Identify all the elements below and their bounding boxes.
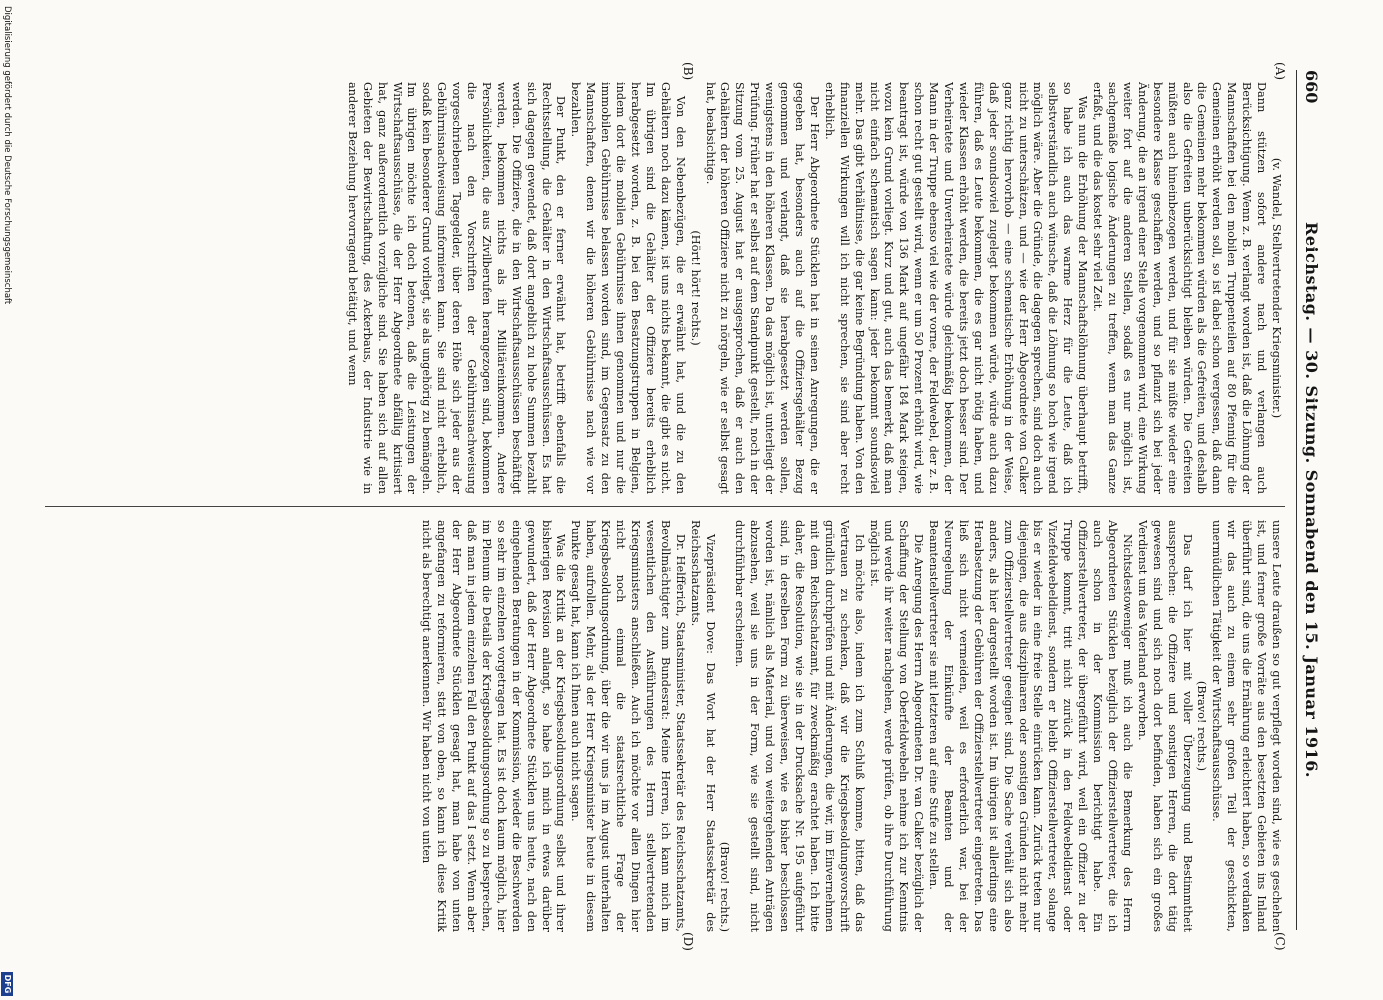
paragraph: Der Punkt, den er ferner erwähnt hat, betrifft ebenfalls die Rechtsstellung, die Gehälter in den Wirtschaftsausschüssen. Es hat sich dagegen gewendet, daß dort angeblich zu hohe Summen bezahlt werden. Die Offiziere, die in den Wirtschaftsausschüssen beschäftigt werden, bekommen nichts als ihr Militäreinkommen. Andere Persönlichkeiten, die aus Zivilberufen herangezogen sind, bekommen die nach den Vorschriften der Gebührnisnachweisung vorgeschriebenen Tagegelder, über deren Höhe sich jeder aus der Gebührnisnachweisung informieren kann. Sie sind nicht erheblich, sodaß kein besonderer Grund vorliegt, sie als ungehörig zu bemängeln. Im übrigen möchte ich doch betonen, daß die Leistungen der Wirtschaftsausschüsse, die der Herr Abgeordnete abfällig kritisiert hat, ganz außerordentlich vorzügliche sind. Sie haben sich auf allen Gebieten der Bewirtschaftung, des Ackerbaus, der Industrie wie in anderer Beziehung hervorragend betätigt, und wenn bbox=[345, 82, 568, 494]
paragraph: Von den Nebenbezügen, die er erwähnt hat, und die zu den Gehältern noch dazu kämen, ist uns nichts bekannt, die gibt es nicht. Im übrigen sind die Gehälter der Offiziere bereits erheblich herabgesetzt worden, z. B. bei den Besatzungstruppen in Belgien, indem dort die mobilen Gebührnisse ihnen genommen und nur die immobilen Gebührnisse belassen worden sind, im Gegensatz zu den Mannschaften, denen wir die höheren Gebührnisse nach wie vor bezahlen. bbox=[569, 82, 687, 494]
column-divider bbox=[45, 506, 1285, 507]
margin-mark-c: (C) bbox=[1273, 932, 1287, 951]
paragraph: Was nun die Erhöhung der Mannschaftslöhnung überhaupt betrifft, so habe ich auch das warme Herz für die Leute, daß ich selbstverständlich auch wünsche, daß die Löhnung so hoch wie irgend möglich wäre. Aber die Gründe, die dagegen sprechen, sind doch auch nicht zu unterschätzen, und — wie der Herr Abgeordnete von Calker ganz richtig hervorhob — eine schematische Erhöhung in der Weise, daß jeder soundsoviel zugelegt bekommen würde, würde auch dazu führen, daß es Leute bekommen, die es gar nicht nötig haben, und wieder Klassen erhöht werden, die bereits jetzt doch besser sind. Der Verheiratete und Unverheiratete würde gleichmäßig bekommen, der Mann in der Truppe ebenso viel wie der vorne, der Feldwebel, der z. B. schon recht gut gestellt wird, wenn er um 50 Prozent erhöht wird, wie beantragt ist, würde von 136 Mark auf ungefähr 184 Mark steigen, wozu kein Grund vorliegt. Kurz und gut, auch das bemerkt, daß man nicht einfach schematisch sagen kann: jeder bekommt soundsoviel mehr. Das gibt Verhältnisse, die gar keine Begründung haben. Von den finanziellen Wirkungen will ich nicht sprechen, sie sind aber recht erheblich. bbox=[822, 82, 1090, 494]
right-column bbox=[53, 520, 1283, 932]
margin-mark-b: (B) bbox=[681, 62, 695, 81]
left-column bbox=[53, 82, 1283, 494]
interjection: (Bravo! rechts.) bbox=[1195, 680, 1209, 772]
paragraph: Nichtsdestoweniger muß ich auch die Bemerkung des Herrn Abgeordneten Stücklen bezüglich der Offizierstellvertreter, die ich auch schon in der Kommission berichtigt habe. Ein Offizierstellvertreter, der übergeführt wird, weil ein Offizier zu der Truppe kommt, tritt nicht zurück in den Feldwebeldienst oder Vizefeldwebeldienst, sondern er bleibt Offizierstellvertreter, solange bis er wieder in eine freie Stelle einrücken kann. Zurück treten nur diejenigen, die aus disziplinaren oder sonstigen Gründen nicht mehr zum Offizierstellvertreter geeignet sind. Die Sache verhält sich also anders, als hier dargestellt worden ist. Im übrigen ist allerdings eine Herabsetzung der Gebühren der Offizierstellvertreter eingetreten. Das ließ sich nicht vermeiden, weil es erforderlich war, bei der Neuregelung der Einkünfte der Beamten und der Beamtenstellvertreter sie mit letzteren auf eine Stufe zu stellen. bbox=[927, 520, 1134, 932]
digitization-credit: Digitalisierung gefördert durch die Deutsche Forschungsgemeinschaft bbox=[2, 6, 12, 305]
dfg-logo: DFG bbox=[1, 972, 13, 996]
paragraph: Ich möchte also, indem ich zum Schluß komme, bitten, daß das Vertrauen zu schenken, daß wir die Kriegsbesoldungsvorschrift gründlich durchprüfen und mit Änderungen, die wir, im Einvernehmen mit dem Reichsschatzamt, für zweckmäßig erachtet haben. Ich bitte daher, die Resolution, wie sie in der Drucksache Nr. 195 aufgeführt sind, in derselben Form zu überweisen, wie es bisher beschlossen worden ist, nämlich als Material, und von weitergehenden Anträgen abzusehen, weil sie uns in der Form, wie sie gestellt sind, nicht durchführbar erscheinen. bbox=[733, 520, 866, 932]
paragraph: Dann stützen sofort andere nach und verlangen auch Berücksichtigung. Wenn z. B. verlangt worden ist, daß die Löhnung der Mannschaften bei den mobilen Truppenteilen auf 80 Pfennig für die Gemeinen erhöht werden soll, so ist dabei schon vergessen, daß dann die Gemeinen mehr bekommen würden als die Gefreiten, und deshalb also die Gefreiten unberücksichtigt bleiben würden. Die Gefreiten müßten auch hineinbezogen werden, und für sie müßte wieder eine besondere Klasse geschaffen werden, und so pflanzt sich bei jeder Änderung, die an irgend einer Stelle vorgenommen wird, eine Wirkung weiter fort auf die anderen Stellen, sodaß es nur möglich ist, sachgemäße logische Änderungen zu treffen, wenn man das Ganze erfaßt, und die das kostet sehr viel Zeit. bbox=[1091, 82, 1269, 494]
margin-mark-a: (A) bbox=[1273, 62, 1287, 81]
president-line: Vizepräsident Dove: Das Wort hat der Herr Staatssekretär des Reichsschatzamts. bbox=[688, 520, 717, 932]
interjection: (Bravo! rechts.) bbox=[718, 841, 732, 932]
page-title: Reichstag. — 30. Sitzung. Sonnabend den 15. Januar 1916. bbox=[1302, 222, 1321, 778]
paragraph: unsere Leute draußen so gut verpflegt worden sind, wie es geschehen ist, und ferner große Vorräte aus den besetzten Gebieten ins Inland überführt sind, die uns die Ernährung erleichtert haben, so verdanken wir das auch zu einem sehr großen Teil der geschickten, unermüdlichen Tätigkeit der Wirtschaftsausschüsse. bbox=[1210, 520, 1283, 932]
page-number: 660 bbox=[1302, 70, 1321, 104]
paragraph: Was die Kritik an der Kriegsbesoldungsordnung selbst und ihrer bisherigen Revision anlangt, so habe ich mich in etwas darüber gewundert, daß der Herr Abgeordnete Stücklen uns heute, nach den eingehenden Beratungen in der Kommission, wieder die Beschwerden so sehr im einzelnen vorgetragen hat. Es ist doch kaum möglich, hier im Plenum die Details der Kriegsbesoldungsordnung so zu besprechen, daß man in jedem einzelnen Fall den Punkt auf das I setzt. Wenn aber der Herr Abgeordnete Stücklen gesagt hat, man habe von unten angefangen zu reformieren, statt von oben, so kann ich diese Kritik nicht als berechtigt anerkennen. Wir haben nicht von unten bbox=[420, 520, 568, 932]
speaker-line: (v. Wandel, Stellvertretender Kriegsminister.) bbox=[1270, 157, 1283, 419]
speaker-paragraph: Dr. Helfferich, Staatsminister, Staatssekretär des Reichsschatzamts, Bevollmächtigter zum Bundesrat: Meine Herren, ich kann mich im wesentlichen den Ausführungen des Herrn stellvertretenden Kriegsministers anschließen. Auch ich möchte vor allen Dingen hier nicht noch einmal die staatsrechtliche Frage der Kriegsbesoldungsordnung, über die wir uns ja im August unterhalten haben, aufrollen. Mehr, als der Herr Kriegsminister heute in diesem Punkte gesagt hat, kann ich Ihnen auch nicht sagen. bbox=[569, 520, 687, 932]
paragraph: Die Anregung des Herrn Abgeordneten Dr. van Calker bezüglich der Schaffung der Stellung von Oberfeldwebeln nehme ich zur Kenntnis und werde ihr weiter nachgehen, werde prüfen, ob ihre Durchführung möglich ist. bbox=[867, 520, 926, 932]
margin-mark-d: (D) bbox=[681, 932, 695, 951]
header-rule bbox=[1296, 70, 1297, 930]
running-head bbox=[1297, 70, 1321, 930]
interjection: (Hört! hört! rechts.) bbox=[688, 230, 702, 346]
footer bbox=[0, 0, 13, 1000]
paragraph: Das darf ich hier mit voller Überzeugung und Bestimmtheit aussprechen: die Offiziere und sonstigen Herren, die dort tätig gewesen sind und sich noch dort befinden, haben sich ein großes Verdienst um das Vaterland erworben. bbox=[1135, 520, 1194, 932]
paragraph: Der Herr Abgeordnete Stücklen hat in seinen Anregungen, die er gegeben hat, besonders auch auf die Offiziersgehälter Bezug genommen und verlangt, daß sie herabgesetzt werden sollen, wenigstens in den höheren Klassen. Da das möglich ist, unterliegt der Prüfung. Früher hat er selbst auf dem Standpunkt gestellt, noch in der Sitzung vom 25. August hat er ausgesprochen, daß er auch den Gehältern der höheren Offiziere nicht zu nörgeln, wie er selbst gesagt hat, beabsichtige. bbox=[703, 82, 821, 494]
